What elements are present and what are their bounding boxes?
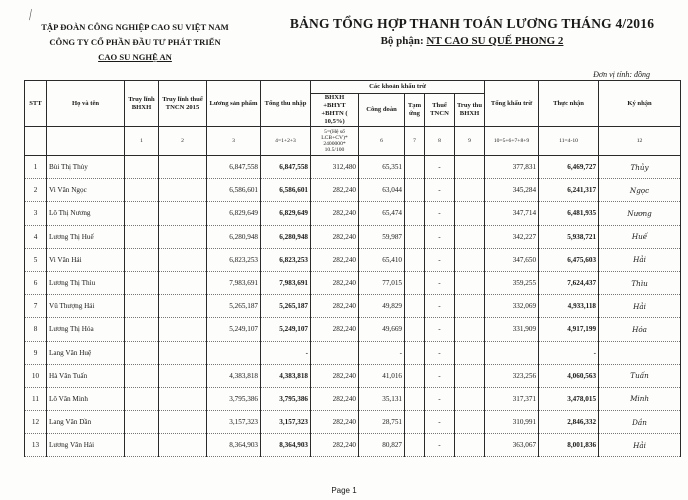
cell-advance bbox=[405, 225, 425, 248]
cell-recover-bhxh bbox=[455, 434, 485, 457]
document-title: BẢNG TỔNG HỢP THANH TOÁN LƯƠNG THÁNG 4/2016 bbox=[289, 16, 655, 31]
cell-product-salary: 6,823,253 bbox=[207, 248, 261, 271]
cell-net-pay: 8,001,836 bbox=[539, 434, 599, 457]
cell-name: Lang Văn Dần bbox=[47, 411, 125, 434]
cell-net-pay: 3,478,015 bbox=[539, 387, 599, 410]
cell-arrears-tax bbox=[159, 248, 207, 271]
cell-insurance bbox=[311, 341, 359, 364]
cell-insurance: 282,240 bbox=[311, 202, 359, 225]
cell-total-income: 6,847,558 bbox=[261, 156, 311, 179]
cell-recover-bhxh bbox=[455, 341, 485, 364]
department-label: Bộ phận: bbox=[380, 35, 424, 47]
header-deductions-group: Các khoản khấu trừ bbox=[311, 81, 485, 94]
cell-signature: Thìu bbox=[599, 271, 681, 294]
cell-signature: Hải bbox=[599, 295, 681, 318]
cell-tax: - bbox=[425, 225, 455, 248]
payroll-table bbox=[24, 80, 681, 457]
cell-recover-bhxh bbox=[455, 364, 485, 387]
cell-stt: 3 bbox=[25, 202, 47, 225]
cell-tax: - bbox=[425, 341, 455, 364]
cell-signature: Minh bbox=[599, 387, 681, 410]
cell-arrears-bhxh bbox=[125, 341, 159, 364]
cell-stt: 6 bbox=[25, 271, 47, 294]
column-index-cell bbox=[47, 127, 125, 156]
cell-signature: Hải bbox=[599, 248, 681, 271]
table-row bbox=[25, 179, 681, 202]
header-stt: STT bbox=[25, 81, 47, 127]
cell-union: 80,827 bbox=[359, 434, 405, 457]
cell-stt: 1 bbox=[25, 156, 47, 179]
cell-advance bbox=[405, 156, 425, 179]
cell-stt: 2 bbox=[25, 179, 47, 202]
cell-insurance: 282,240 bbox=[311, 387, 359, 410]
cell-insurance: 282,240 bbox=[311, 434, 359, 457]
cell-arrears-tax bbox=[159, 295, 207, 318]
cell-net-pay: 6,481,935 bbox=[539, 202, 599, 225]
cell-union: 28,751 bbox=[359, 411, 405, 434]
column-index-cell: 5=(Hệ số LCB+CV)* 2400000* 10.5/100 bbox=[311, 127, 359, 156]
cell-arrears-bhxh bbox=[125, 318, 159, 341]
cell-tax: - bbox=[425, 295, 455, 318]
org-line-2: CÔNG TY CỔ PHẦN ĐẦU TƯ PHÁT TRIỂN bbox=[49, 37, 221, 47]
cell-total-income: 6,586,601 bbox=[261, 179, 311, 202]
cell-net-pay: 4,060,563 bbox=[539, 364, 599, 387]
cell-net-pay: 7,624,437 bbox=[539, 271, 599, 294]
cell-product-salary: 6,280,948 bbox=[207, 225, 261, 248]
table-row bbox=[25, 156, 681, 179]
table-row bbox=[25, 318, 681, 341]
cell-total-deduction: 363,067 bbox=[485, 434, 539, 457]
cell-union: - bbox=[359, 341, 405, 364]
cell-signature: Hải bbox=[599, 434, 681, 457]
table-row bbox=[25, 248, 681, 271]
header-union: Công đoàn bbox=[359, 94, 405, 127]
column-index-cell: 12 bbox=[599, 127, 681, 156]
cell-tax: - bbox=[425, 179, 455, 202]
cell-union: 49,829 bbox=[359, 295, 405, 318]
cell-product-salary: 6,829,649 bbox=[207, 202, 261, 225]
document-header bbox=[262, 16, 682, 47]
cell-name: Bùi Thị Thủy bbox=[47, 156, 125, 179]
cell-arrears-tax bbox=[159, 434, 207, 457]
cell-stt: 9 bbox=[25, 341, 47, 364]
cell-arrears-bhxh bbox=[125, 271, 159, 294]
cell-name: Lô Thị Nương bbox=[47, 202, 125, 225]
header-signature: Ký nhận bbox=[599, 81, 681, 127]
cell-insurance: 282,240 bbox=[311, 295, 359, 318]
cell-total-income: 6,280,948 bbox=[261, 225, 311, 248]
cell-total-income: - bbox=[261, 341, 311, 364]
cell-advance bbox=[405, 434, 425, 457]
cell-signature: Nương bbox=[599, 202, 681, 225]
cell-tax: - bbox=[425, 248, 455, 271]
cell-tax: - bbox=[425, 156, 455, 179]
cell-advance bbox=[405, 202, 425, 225]
cell-total-income: 3,157,323 bbox=[261, 411, 311, 434]
cell-arrears-bhxh bbox=[125, 387, 159, 410]
cell-product-salary: 6,586,601 bbox=[207, 179, 261, 202]
cell-signature: Ngọc bbox=[599, 179, 681, 202]
cell-arrears-bhxh bbox=[125, 411, 159, 434]
cell-arrears-bhxh bbox=[125, 364, 159, 387]
cell-name: Lương Thị Thìu bbox=[47, 271, 125, 294]
table-row bbox=[25, 411, 681, 434]
cell-arrears-bhxh bbox=[125, 295, 159, 318]
cell-product-salary: 5,265,187 bbox=[207, 295, 261, 318]
column-index-cell: 1 bbox=[125, 127, 159, 156]
cell-name: Lô Văn Minh bbox=[47, 387, 125, 410]
header-tax: Thuế TNCN bbox=[425, 94, 455, 127]
cell-tax: - bbox=[425, 271, 455, 294]
cell-product-salary: 4,383,818 bbox=[207, 364, 261, 387]
table-row bbox=[25, 434, 681, 457]
header-arrears-tax: Truy lĩnh thuế TNCN 2015 bbox=[159, 81, 207, 127]
cell-stt: 4 bbox=[25, 225, 47, 248]
cell-recover-bhxh bbox=[455, 248, 485, 271]
cell-total-deduction: 347,714 bbox=[485, 202, 539, 225]
cell-arrears-tax bbox=[159, 318, 207, 341]
cell-name: Hà Văn Tuấn bbox=[47, 364, 125, 387]
department-line bbox=[262, 35, 682, 47]
cell-product-salary: 6,847,558 bbox=[207, 156, 261, 179]
cell-net-pay: 4,933,118 bbox=[539, 295, 599, 318]
column-index-cell: 11=4-10 bbox=[539, 127, 599, 156]
cell-union: 41,016 bbox=[359, 364, 405, 387]
cell-union: 65,351 bbox=[359, 156, 405, 179]
cell-total-deduction: 331,909 bbox=[485, 318, 539, 341]
cell-insurance: 282,240 bbox=[311, 271, 359, 294]
cell-name: Vi Văn Hải bbox=[47, 248, 125, 271]
page-footer: Page 1 bbox=[331, 486, 357, 495]
cell-total-income: 5,249,107 bbox=[261, 318, 311, 341]
cell-net-pay: - bbox=[539, 341, 599, 364]
column-index-cell: 2 bbox=[159, 127, 207, 156]
cell-total-income: 5,265,187 bbox=[261, 295, 311, 318]
cell-stt: 8 bbox=[25, 318, 47, 341]
cell-arrears-bhxh bbox=[125, 179, 159, 202]
cell-advance bbox=[405, 411, 425, 434]
cell-arrears-tax bbox=[159, 364, 207, 387]
cell-advance bbox=[405, 318, 425, 341]
cell-total-income: 6,829,649 bbox=[261, 202, 311, 225]
cell-arrears-bhxh bbox=[125, 248, 159, 271]
cell-product-salary: 3,795,386 bbox=[207, 387, 261, 410]
cell-signature: Thủy bbox=[599, 156, 681, 179]
cell-name: Lương Thị Huế bbox=[47, 225, 125, 248]
cell-product-salary: 7,983,691 bbox=[207, 271, 261, 294]
table-row bbox=[25, 202, 681, 225]
cell-arrears-tax bbox=[159, 387, 207, 410]
department-value: NT CAO SU QUẾ PHONG 2 bbox=[426, 35, 564, 47]
org-line-3: CAO SU NGHỆ AN bbox=[98, 52, 172, 62]
cell-product-salary: 3,157,323 bbox=[207, 411, 261, 434]
cell-arrears-tax bbox=[159, 179, 207, 202]
header-recover-bhxh: Truy thu BHXH bbox=[455, 94, 485, 127]
cell-tax: - bbox=[425, 411, 455, 434]
cell-signature: Huế bbox=[599, 225, 681, 248]
table-row bbox=[25, 295, 681, 318]
cell-recover-bhxh bbox=[455, 271, 485, 294]
cell-arrears-tax bbox=[159, 341, 207, 364]
cell-total-deduction: 359,255 bbox=[485, 271, 539, 294]
cell-arrears-bhxh bbox=[125, 434, 159, 457]
table-row bbox=[25, 387, 681, 410]
header-product-salary: Lương sản phẩm bbox=[207, 81, 261, 127]
payroll-rows bbox=[25, 156, 681, 457]
cell-name: Lương Thị Hóa bbox=[47, 318, 125, 341]
cell-recover-bhxh bbox=[455, 202, 485, 225]
cell-name: Lương Văn Hải bbox=[47, 434, 125, 457]
cell-advance bbox=[405, 387, 425, 410]
table-row bbox=[25, 341, 681, 364]
cell-recover-bhxh bbox=[455, 156, 485, 179]
cell-total-deduction: 323,256 bbox=[485, 364, 539, 387]
cell-arrears-tax bbox=[159, 411, 207, 434]
cell-union: 59,987 bbox=[359, 225, 405, 248]
cell-union: 49,669 bbox=[359, 318, 405, 341]
header-total-deduction: Tổng khấu trừ bbox=[485, 81, 539, 127]
cell-stt: 12 bbox=[25, 411, 47, 434]
column-index-cell: 6 bbox=[359, 127, 405, 156]
corner-mark: ⁄ bbox=[26, 8, 36, 23]
cell-name: Vũ Thượng Hải bbox=[47, 295, 125, 318]
cell-product-salary: 8,364,903 bbox=[207, 434, 261, 457]
cell-arrears-bhxh bbox=[125, 202, 159, 225]
cell-signature: Dần bbox=[599, 411, 681, 434]
header-advance: Tạm ứng bbox=[405, 94, 425, 127]
column-index-cell: 10=5+6+7+8+9 bbox=[485, 127, 539, 156]
cell-name: Lang Văn Huệ bbox=[47, 341, 125, 364]
cell-advance bbox=[405, 364, 425, 387]
cell-total-income: 7,983,691 bbox=[261, 271, 311, 294]
cell-advance bbox=[405, 295, 425, 318]
cell-total-deduction: 332,069 bbox=[485, 295, 539, 318]
cell-net-pay: 5,938,721 bbox=[539, 225, 599, 248]
cell-union: 65,410 bbox=[359, 248, 405, 271]
cell-arrears-tax bbox=[159, 225, 207, 248]
cell-union: 65,474 bbox=[359, 202, 405, 225]
cell-name: Vi Văn Ngọc bbox=[47, 179, 125, 202]
cell-total-deduction: 342,227 bbox=[485, 225, 539, 248]
cell-stt: 13 bbox=[25, 434, 47, 457]
header-arrears-bhxh: Truy lĩnh BHXH bbox=[125, 81, 159, 127]
cell-net-pay: 6,475,603 bbox=[539, 248, 599, 271]
column-index-cell: 7 bbox=[405, 127, 425, 156]
cell-total-income: 3,795,386 bbox=[261, 387, 311, 410]
header-total-income: Tổng thu nhập bbox=[261, 81, 311, 127]
cell-total-deduction bbox=[485, 341, 539, 364]
cell-arrears-bhxh bbox=[125, 225, 159, 248]
header-name: Họ và tên bbox=[47, 81, 125, 127]
cell-insurance: 282,240 bbox=[311, 248, 359, 271]
cell-signature bbox=[599, 341, 681, 364]
cell-advance bbox=[405, 341, 425, 364]
cell-stt: 5 bbox=[25, 248, 47, 271]
cell-net-pay: 4,917,199 bbox=[539, 318, 599, 341]
cell-total-income: 6,823,253 bbox=[261, 248, 311, 271]
cell-arrears-tax bbox=[159, 271, 207, 294]
cell-tax: - bbox=[425, 202, 455, 225]
cell-signature: Hóa bbox=[599, 318, 681, 341]
header-insurance: BHXH +BHYT +BHTN ( 10,5%) bbox=[311, 94, 359, 127]
cell-arrears-bhxh bbox=[125, 156, 159, 179]
table-row bbox=[25, 271, 681, 294]
cell-total-deduction: 310,991 bbox=[485, 411, 539, 434]
cell-product-salary: 5,249,107 bbox=[207, 318, 261, 341]
org-line-1: TẬP ĐOÀN CÔNG NGHIỆP CAO SU VIỆT NAM bbox=[41, 22, 229, 32]
cell-advance bbox=[405, 179, 425, 202]
header-net-pay: Thực nhận bbox=[539, 81, 599, 127]
cell-total-deduction: 347,650 bbox=[485, 248, 539, 271]
cell-net-pay: 6,469,727 bbox=[539, 156, 599, 179]
cell-total-deduction: 345,284 bbox=[485, 179, 539, 202]
column-index-cell: 8 bbox=[425, 127, 455, 156]
cell-total-income: 8,364,903 bbox=[261, 434, 311, 457]
cell-union: 63,044 bbox=[359, 179, 405, 202]
column-index-row bbox=[25, 127, 681, 156]
cell-advance bbox=[405, 271, 425, 294]
column-index-cell: 9 bbox=[455, 127, 485, 156]
cell-insurance: 282,240 bbox=[311, 411, 359, 434]
cell-insurance: 282,240 bbox=[311, 318, 359, 341]
cell-total-deduction: 377,831 bbox=[485, 156, 539, 179]
cell-tax: - bbox=[425, 364, 455, 387]
cell-arrears-tax bbox=[159, 202, 207, 225]
cell-insurance: 282,240 bbox=[311, 225, 359, 248]
cell-union: 35,131 bbox=[359, 387, 405, 410]
cell-recover-bhxh bbox=[455, 387, 485, 410]
cell-recover-bhxh bbox=[455, 411, 485, 434]
cell-stt: 10 bbox=[25, 364, 47, 387]
cell-signature: Tuấn bbox=[599, 364, 681, 387]
cell-tax: - bbox=[425, 387, 455, 410]
cell-net-pay: 6,241,317 bbox=[539, 179, 599, 202]
cell-stt: 11 bbox=[25, 387, 47, 410]
column-index-cell bbox=[25, 127, 47, 156]
cell-arrears-tax bbox=[159, 156, 207, 179]
cell-recover-bhxh bbox=[455, 225, 485, 248]
cell-tax: - bbox=[425, 434, 455, 457]
cell-stt: 7 bbox=[25, 295, 47, 318]
cell-advance bbox=[405, 248, 425, 271]
cell-union: 77,015 bbox=[359, 271, 405, 294]
cell-recover-bhxh bbox=[455, 179, 485, 202]
cell-net-pay: 2,846,332 bbox=[539, 411, 599, 434]
cell-recover-bhxh bbox=[455, 318, 485, 341]
column-index-cell: 3 bbox=[207, 127, 261, 156]
cell-insurance: 282,240 bbox=[311, 364, 359, 387]
cell-insurance: 312,480 bbox=[311, 156, 359, 179]
table-row bbox=[25, 364, 681, 387]
cell-total-deduction: 317,371 bbox=[485, 387, 539, 410]
column-index-cell: 4=1+2+3 bbox=[261, 127, 311, 156]
organization-block bbox=[30, 20, 240, 65]
currency-unit-note: Đơn vị tính: đồng bbox=[593, 70, 650, 79]
cell-product-salary bbox=[207, 341, 261, 364]
cell-insurance: 282,240 bbox=[311, 179, 359, 202]
cell-recover-bhxh bbox=[455, 295, 485, 318]
cell-total-income: 4,383,818 bbox=[261, 364, 311, 387]
cell-tax: - bbox=[425, 318, 455, 341]
table-row bbox=[25, 225, 681, 248]
